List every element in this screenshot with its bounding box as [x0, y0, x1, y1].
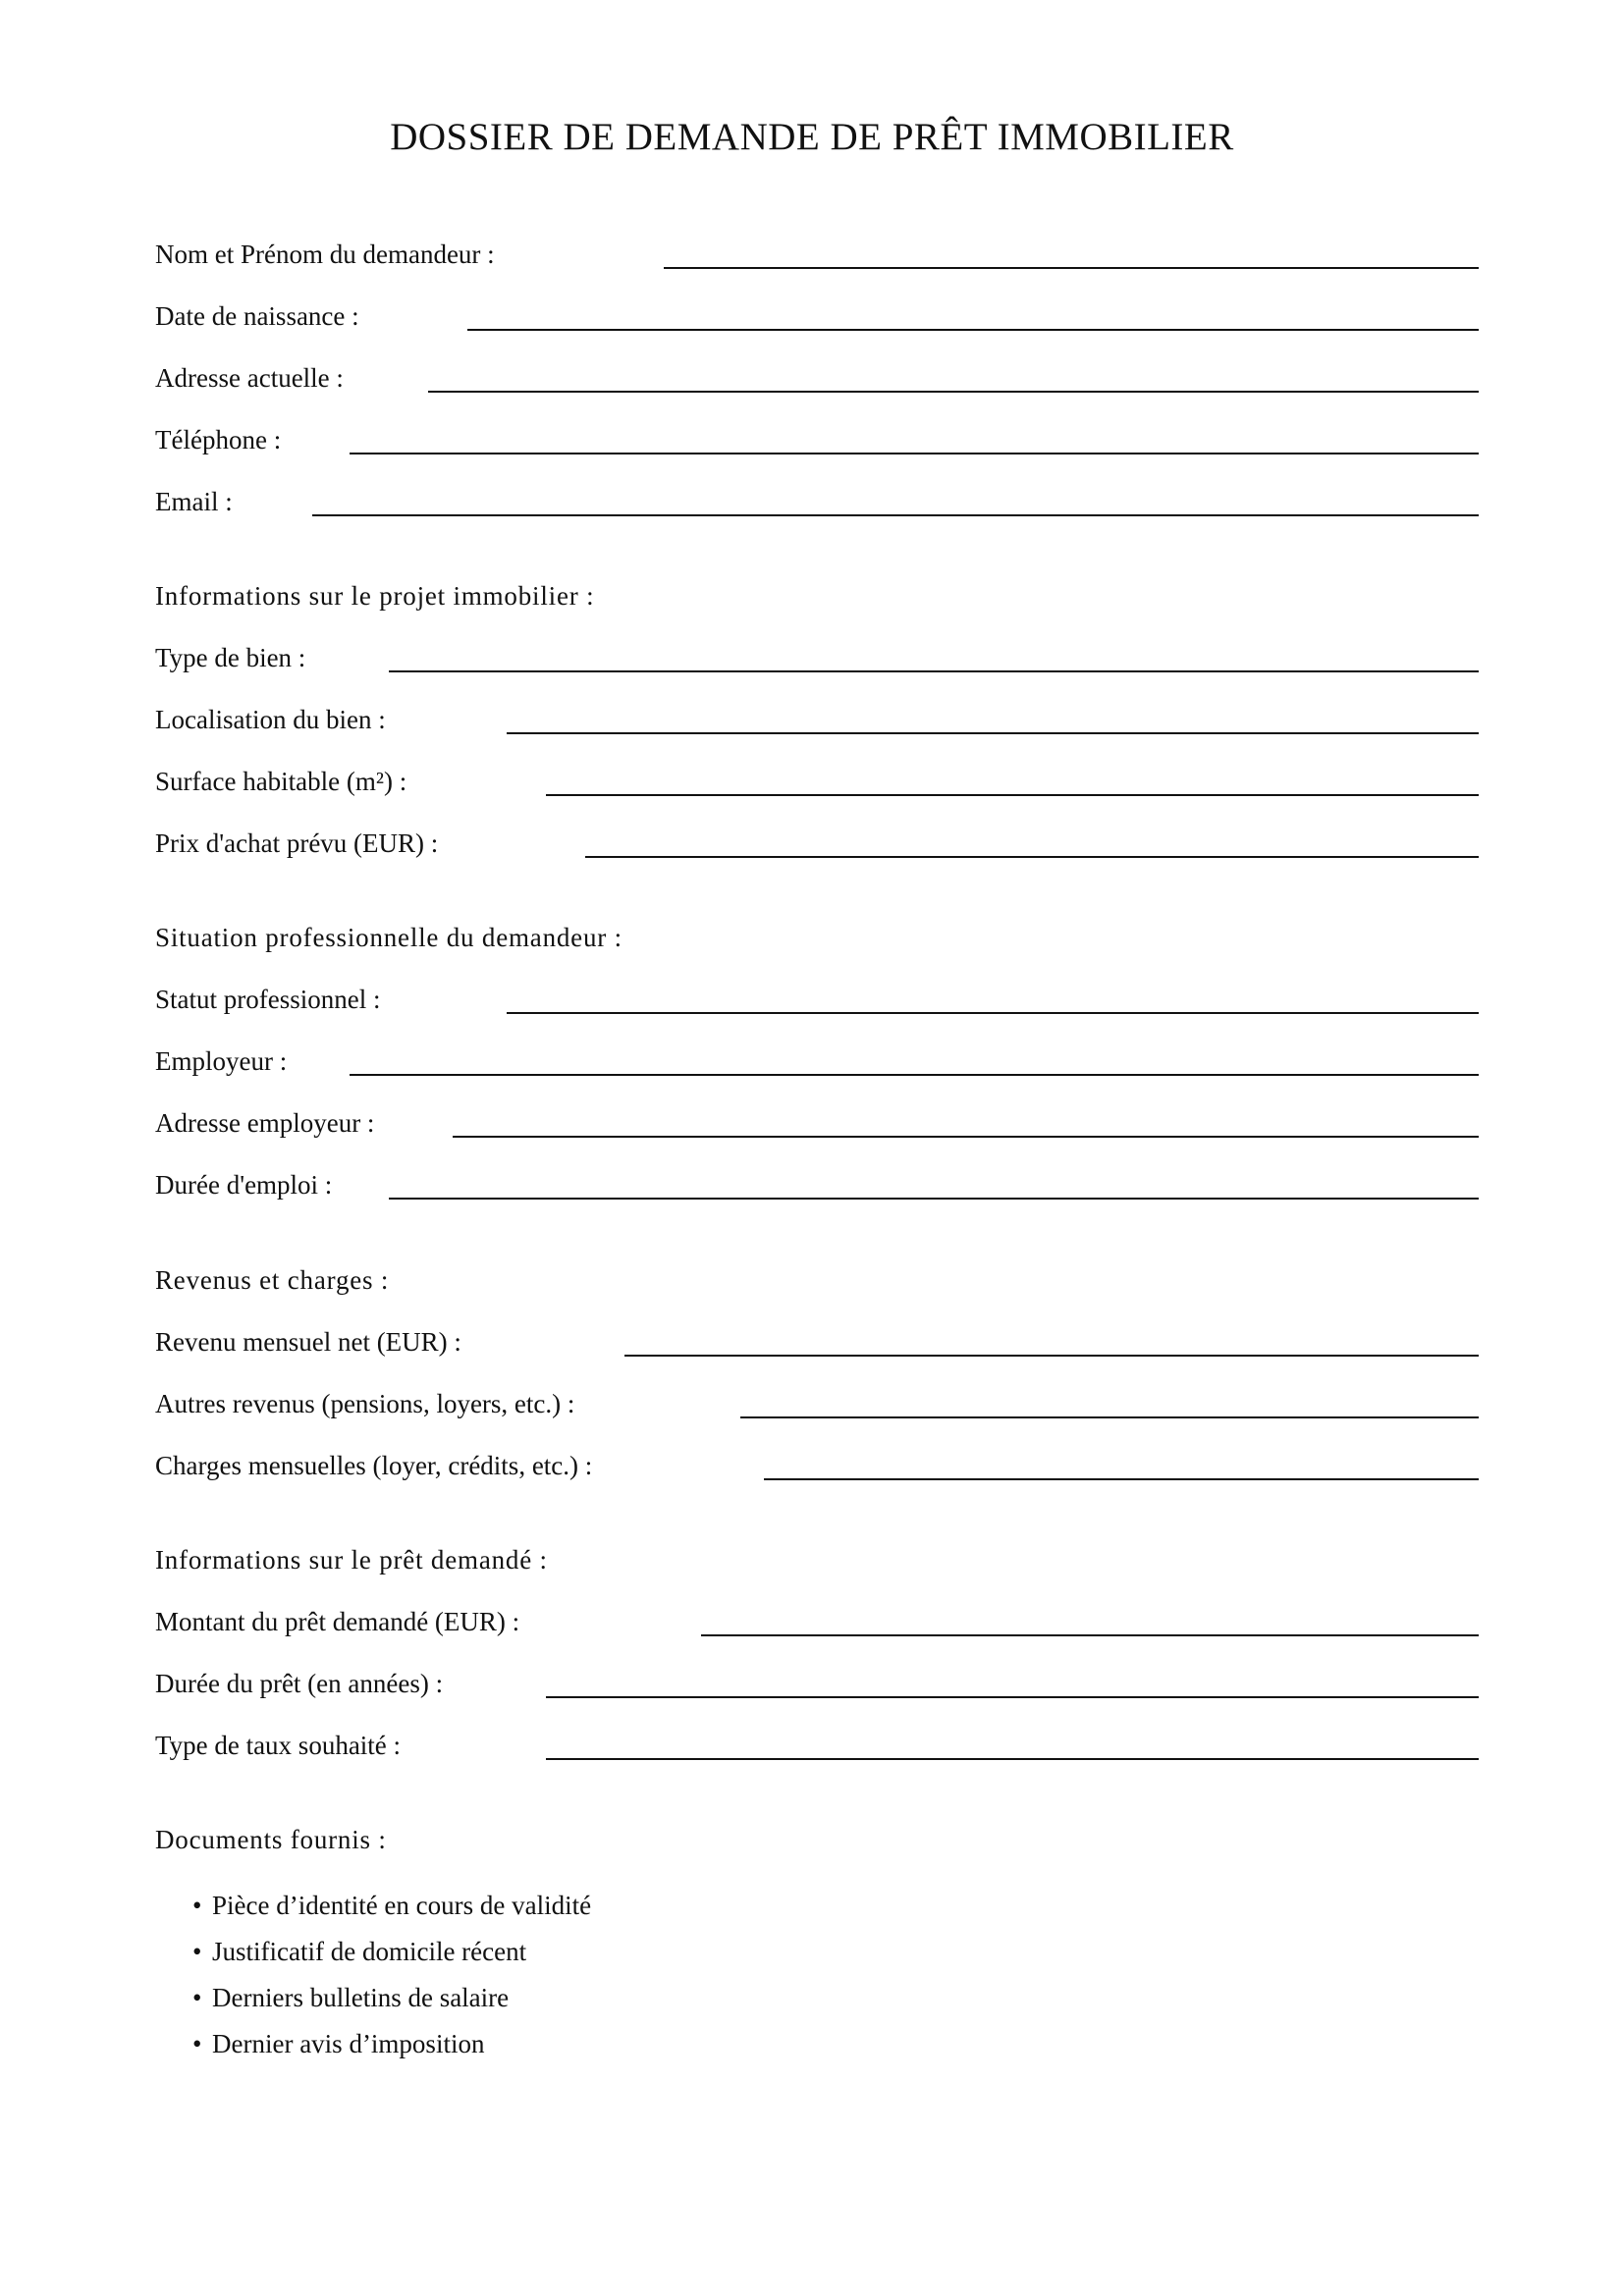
field-phone — [155, 427, 1479, 466]
purchase-price-label: Prix d'achat prévu (EUR) : — [155, 828, 439, 858]
employer-input-line[interactable] — [350, 1074, 1479, 1076]
list-item — [192, 2031, 591, 2077]
field-employer — [155, 1048, 1479, 1088]
field-employment-status — [155, 987, 1479, 1026]
employer-label: Employeur : — [155, 1046, 288, 1076]
birthdate-input-line[interactable] — [467, 329, 1479, 331]
loan-amount-input-line[interactable] — [701, 1634, 1479, 1636]
document-item-label: Pièce d’identité en cours de validité — [212, 1891, 592, 1920]
monthly-charges-label: Charges mensuelles (loyer, crédits, etc.) : — [155, 1451, 593, 1480]
email-input-line[interactable] — [312, 514, 1479, 516]
net-income-input-line[interactable] — [624, 1355, 1479, 1357]
document-item-label: Justificatif de domicile récent — [212, 1937, 527, 1966]
employment-status-label: Statut professionnel : — [155, 985, 381, 1014]
employer-address-input-line[interactable] — [453, 1136, 1479, 1138]
field-employer-address — [155, 1110, 1479, 1149]
section-heading-documents: Documents fournis : — [155, 1825, 387, 1854]
living-area-input-line[interactable] — [546, 794, 1479, 796]
loan-duration-input-line[interactable] — [546, 1696, 1479, 1698]
list-item — [192, 1893, 591, 1939]
full-name-label: Nom et Prénom du demandeur : — [155, 240, 495, 269]
monthly-charges-input-line[interactable] — [764, 1478, 1479, 1480]
living-area-label: Surface habitable (m²) : — [155, 767, 407, 796]
employment-duration-input-line[interactable] — [389, 1198, 1479, 1200]
list-item — [192, 1985, 591, 2031]
field-loan-duration — [155, 1671, 1479, 1710]
field-purchase-price — [155, 830, 1479, 870]
employer-address-label: Adresse employeur : — [155, 1108, 375, 1138]
documents-list — [192, 1893, 591, 2077]
field-address — [155, 365, 1479, 404]
bullet-icon: • — [192, 1891, 202, 1920]
bullet-icon: • — [192, 2029, 202, 2058]
birthdate-label: Date de naissance : — [155, 301, 359, 331]
list-item — [192, 1939, 591, 1985]
field-loan-amount — [155, 1609, 1479, 1648]
property-location-label: Localisation du bien : — [155, 705, 386, 734]
loan-amount-label: Montant du prêt demandé (EUR) : — [155, 1607, 520, 1636]
field-birthdate — [155, 303, 1479, 343]
employment-status-input-line[interactable] — [507, 1012, 1479, 1014]
section-heading-loan: Informations sur le prêt demandé : — [155, 1545, 548, 1575]
property-type-input-line[interactable] — [389, 670, 1479, 672]
rate-type-input-line[interactable] — [546, 1758, 1479, 1760]
purchase-price-input-line[interactable] — [585, 856, 1479, 858]
loan-duration-label: Durée du prêt (en années) : — [155, 1669, 444, 1698]
field-net-income — [155, 1329, 1479, 1368]
phone-input-line[interactable] — [350, 453, 1479, 454]
page-title: DOSSIER DE DEMANDE DE PRÊT IMMOBILIER — [390, 116, 1234, 158]
section-heading-project: Informations sur le projet immobilier : — [155, 581, 595, 611]
field-email — [155, 489, 1479, 528]
section-heading-income: Revenus et charges : — [155, 1265, 390, 1295]
full-name-input-line[interactable] — [664, 267, 1479, 269]
bullet-icon: • — [192, 1983, 202, 2012]
address-label: Adresse actuelle : — [155, 363, 344, 393]
field-full-name — [155, 241, 1479, 281]
field-property-type — [155, 645, 1479, 684]
other-income-label: Autres revenus (pensions, loyers, etc.) : — [155, 1389, 575, 1418]
rate-type-label: Type de taux souhaité : — [155, 1731, 402, 1760]
document-item-label: Derniers bulletins de salaire — [212, 1983, 510, 2012]
address-input-line[interactable] — [428, 391, 1479, 393]
phone-label: Téléphone : — [155, 425, 282, 454]
section-heading-employment: Situation professionnelle du demandeur : — [155, 923, 623, 952]
email-label: Email : — [155, 487, 233, 516]
field-property-location — [155, 707, 1479, 746]
field-monthly-charges — [155, 1453, 1479, 1492]
field-rate-type — [155, 1733, 1479, 1772]
field-living-area — [155, 769, 1479, 808]
other-income-input-line[interactable] — [740, 1416, 1479, 1418]
bullet-icon: • — [192, 1937, 202, 1966]
net-income-label: Revenu mensuel net (EUR) : — [155, 1327, 461, 1357]
field-employment-duration — [155, 1172, 1479, 1211]
employment-duration-label: Durée d'emploi : — [155, 1170, 333, 1200]
property-type-label: Type de bien : — [155, 643, 306, 672]
property-location-input-line[interactable] — [507, 732, 1479, 734]
document-item-label: Dernier avis d’imposition — [212, 2029, 485, 2058]
field-other-income — [155, 1391, 1479, 1430]
